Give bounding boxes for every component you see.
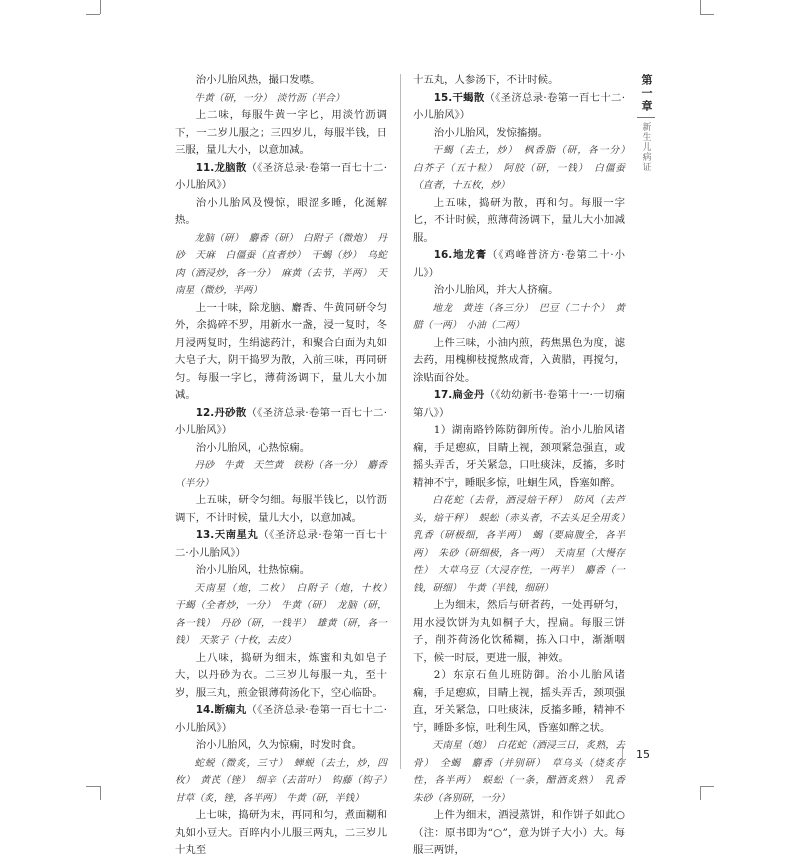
chapter-label: 第一章: [640, 74, 653, 113]
formula-source: （《圣济总录·卷第一百七十二·小儿胎风》）: [175, 406, 387, 436]
ingredient-list: 干蝎（去土，炒） 枫香脂（研，各一分） 白芥子（五十粒） 阿胶（研，一钱） 白僵蚕（直者，十五枚，炒）: [413, 145, 635, 191]
ingredient-list: 牛黄（研，一分） 淡竹沥（半合）: [194, 92, 345, 104]
formula-heading: [413, 387, 625, 422]
formula-heading: [413, 247, 625, 282]
formula-source: （《幼幼新书·卷第十一·一切痫第八》）: [413, 389, 625, 419]
page-number: 15: [622, 746, 663, 764]
paragraph: 1）湖南路钤陈防御所传。治小儿胎风诸痫，手足瘛疭，目睛上视，颈项紧急强直，或摇头弄舌，牙关紧急，口吐痰沫，反搐，多时精神不宁，睡眠多惊，吐蛔生风，昏塞如醉。: [413, 424, 625, 489]
formula-heading: [413, 90, 625, 125]
formula-number: 11.: [195, 161, 215, 174]
formula-number: 12.: [195, 406, 215, 419]
formula-source: （《圣济总录·卷第一百七十二·小儿胎风》）: [413, 91, 625, 121]
paragraph: 上件为细末，酒浸蒸饼，和作饼子如此○（注：原书即为“○”，意为饼子大小）大。每服三两饼，: [413, 809, 625, 856]
chapter-side-tab: [632, 74, 660, 172]
formula-title: 断痫丸: [214, 704, 247, 716]
paragraph: 上一十味，除龙脑、麝香、牛黄同研令匀外，余捣碎不罗，用新水一盏，浸一复时，冬月浸两复时，生绢滤药汁，和聚合白面为丸如大皂子大，阴干捣罗为散，入前三味，再同研匀。每服一字匕，薄荷汤调下，量儿大小加减。: [175, 301, 387, 401]
crop-mark-top-left: [86, 14, 100, 15]
formula-heading: [175, 527, 387, 562]
formula-source: （《圣济总录·卷第一百七十二·小儿胎风》）: [175, 529, 387, 559]
paragraph: 上五味，捣研为散，再和匀。每服一字匕，不计时候，煎薄荷汤调下，量儿大小加减服。: [413, 196, 625, 244]
crop-mark-bottom-left: [100, 786, 101, 800]
paragraph: 治小儿胎风，久为惊痫，时发时食。: [195, 739, 363, 751]
ingredient-list: 天南星（炮） 白花蛇（酒浸三日，炙熟，去骨） 全蝎 麝香（并别研） 草乌头（烧炙存性，各半两） 蜈蚣（一条，醋酒炙熟） 乳香 朱砂（各别研，一分）: [413, 740, 635, 804]
ingredient-list: 丹砂 牛黄 天竺黄 铁粉（各一分） 麝香（半分）: [175, 460, 387, 489]
formula-title: 干蝎散: [452, 91, 485, 104]
formula-heading: [175, 702, 387, 737]
formula-number: 14.: [195, 704, 215, 716]
formula-title: 地龙膏: [452, 249, 488, 261]
paragraph: 上二味，每服牛黄一字匕，用淡竹沥调下，一二岁儿服之；三四岁儿，每服半钱，日三服，量儿大小，以意加减。: [175, 109, 387, 156]
ingredient-list: 地龙 黄连（各三分） 巴豆（二十个） 黄腊（一两） 小油（二两）: [413, 302, 625, 331]
formula-source: （《鸡峰普济方·卷第二十·小儿》）: [413, 249, 626, 279]
formula-title: 扁金丹: [452, 389, 485, 401]
side-tab-rule: [637, 117, 655, 118]
formula-title: 天南星丸: [214, 529, 259, 541]
formula-number: 15.: [433, 91, 453, 104]
crop-mark-bottom-right: [700, 786, 701, 800]
formula-title: 丹砂散: [214, 406, 247, 419]
ingredient-list: 天南星（炮，二枚） 白附子（炮，十枚） 干蝎（全者炒，一分） 牛黄（研） 龙脑（研，各一钱） 丹砂（研，一钱半） 雄黄（研，各一钱） 天浆子（十枚，去皮）: [175, 582, 397, 646]
paragraph: 治小儿胎风，发惊搐搦。: [433, 126, 549, 139]
paragraph: 2）东京石鱼儿班防御。治小儿胎风诸痫，手足瘛疭，目睛上视，摇头弄舌，颈项强直，牙关紧急，口吐痰沫，反搐多睡，精神不宁，睡卧多惊，吐利生风，昏塞如醉之状。: [413, 669, 625, 734]
ingredient-list: 龙脑（研） 麝香（研） 白附子（微炮） 丹砂 天麻 白僵蚕（直者炒） 干蝎（炒） 乌蛇肉（酒浸炒，各一分） 麻黄（去节，半两） 天南星（微炒，半两）: [175, 232, 387, 296]
crop-mark-top-left: [100, 0, 101, 14]
paragraph: 治小儿胎风及慢惊，眼涩多睡，化涎解热。: [175, 196, 387, 226]
ingredient-list: 白花蛇（去骨，酒浸焙干秤） 防风（去芦头，焙干秤） 蜈蚣（赤头者，不去头足全用炙） 乳香（研极细，各半两） 蝎（要扁腹全，各半两） 朱砂（研细极，各一两） 天南星（大慢存性） 大草乌豆（大浸存性，一两半） 麝香（一钱，研细） 牛黄（半钱，细研）: [413, 495, 635, 594]
chapter-subject: 新生儿病证: [640, 122, 651, 172]
paragraph: 上八味，捣研为细末，炼蜜和丸如皂子大，以丹砂为衣。二三岁儿每服一丸，至十岁，服三丸，煎金银薄荷汤化下，空心临卧。: [175, 651, 387, 699]
formula-number: 13.: [195, 529, 215, 541]
paragraph: 上七味，捣研为末，再同和匀，煮面糊和丸如小豆大。百晬内小儿服三两丸，二三岁儿十丸至: [175, 809, 387, 856]
crop-mark-top-right: [700, 0, 701, 14]
paragraph: 治小儿胎风，并大人挤痫。: [433, 284, 559, 296]
paragraph: 上五味，研令匀细。每服半钱匕，以竹沥调下，不计时候，量儿大小，以意加减。: [175, 494, 387, 524]
ingredient-list: 蛇蜕（微炙，三寸） 蝉蜕（去土，炒，四枚） 黄芪（锉） 细辛（去苗叶） 钩藤（钩子） 甘草（炙，锉，各半两） 牛黄（研，半钱）: [175, 757, 397, 804]
paragraph: 上为细末，然后与研者药，一处再研匀，用水浸饮饼为丸如桐子大，捏扁。每服三饼子，削芥荷汤化饮稀糊，拣入口中，渐渐咽下，候一时辰，更进一服，神效。: [413, 599, 625, 664]
paragraph: 治小儿胎风，心热惊痫。: [195, 441, 311, 454]
formula-source: （《圣济总录·卷第一百七十二·小儿胎风》）: [175, 704, 387, 734]
continued-paragraph: 十五丸，人参汤下，不计时候。: [413, 74, 559, 86]
formula-heading: [175, 405, 387, 440]
formula-source: （《圣济总录·卷第一百七十二·小儿胎风》）: [175, 161, 387, 191]
text-column-left: [175, 72, 397, 860]
crop-mark-bottom-left: [86, 786, 100, 787]
formula-number: 16.: [433, 249, 453, 261]
formula-number: 17.: [433, 389, 453, 401]
formula-title: 龙脑散: [214, 161, 247, 174]
paragraph: 上件三味，小油内煎，药焦黑色为度，滤去药，用槐柳枝搅熬成膏，入黄腊，再搅匀，涂贴面谷处。: [413, 336, 625, 384]
crop-mark-bottom-right: [700, 786, 714, 787]
crop-mark-top-right: [700, 14, 714, 15]
text-column-right: [413, 72, 635, 860]
column-divider: [400, 74, 401, 769]
paragraph: 治小儿胎风热，撮口发噤。: [195, 74, 321, 86]
paragraph: 治小儿胎风，壮热惊痫。: [195, 564, 311, 576]
formula-heading: [175, 160, 387, 195]
